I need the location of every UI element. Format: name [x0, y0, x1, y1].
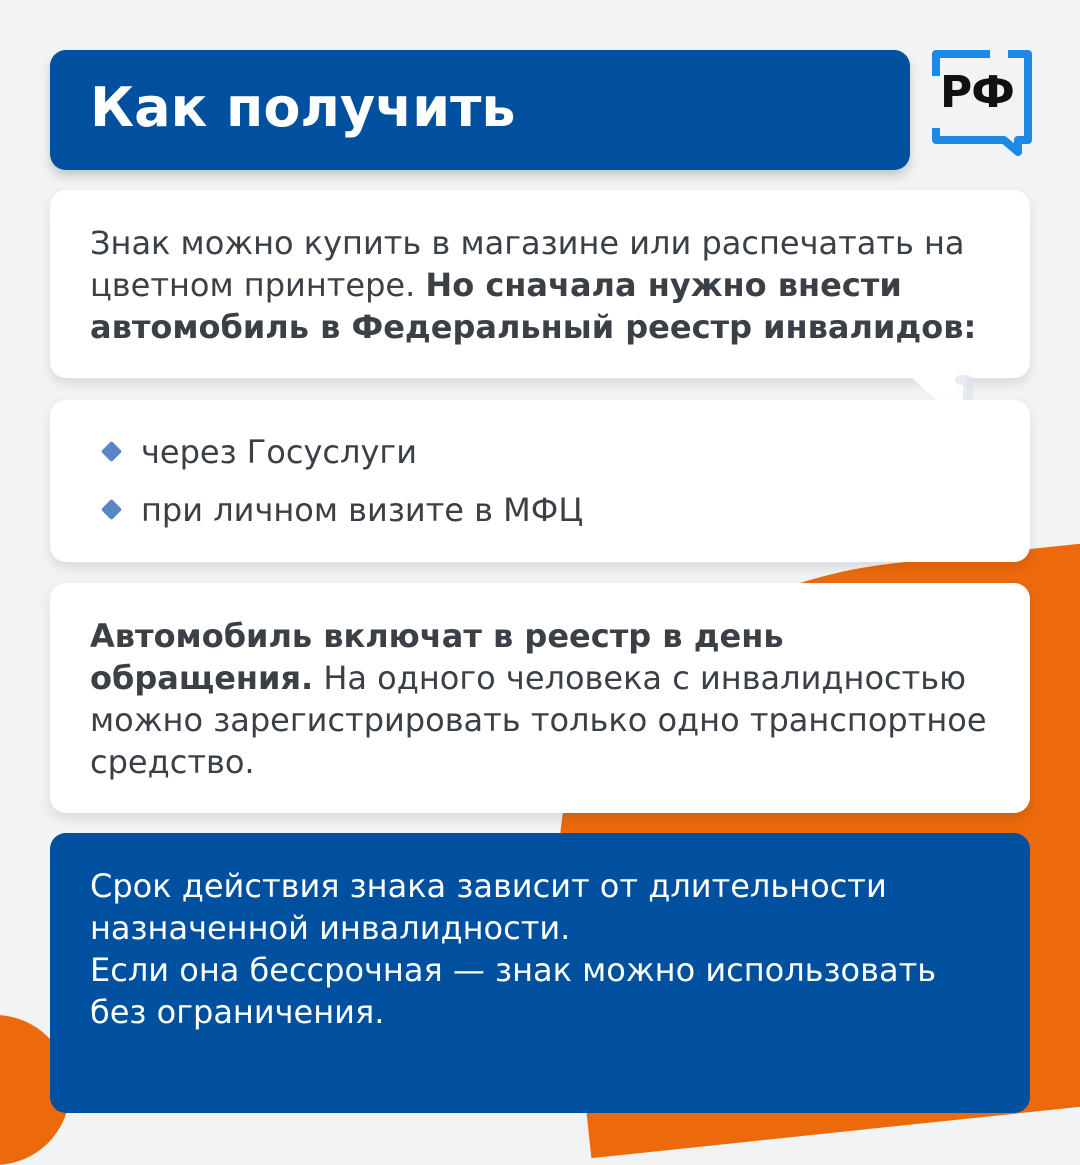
validity-line-2: Если она бессрочная — знак можно использовать без ограничения. [90, 951, 937, 1031]
registry-plain-text: На одного человека с инвалидностью можно зарегистрировать только одно транспортное средство. [90, 659, 987, 781]
diamond-bullet-icon [101, 499, 122, 520]
option-mfc: при личном визите в МФЦ [141, 491, 584, 529]
options-card [50, 400, 1030, 562]
list-item [104, 490, 583, 530]
registry-text [90, 615, 1000, 783]
page-title: Как получить [90, 76, 516, 139]
intro-text [90, 222, 990, 348]
intro-bold-text: Но сначала нужно внести автомобиль в Федеральный реестр инвалидов: [90, 266, 977, 346]
validity-line-1: Срок действия знака зависит от длительности назначенной инвалидности. [90, 867, 887, 947]
validity-text [90, 865, 1000, 1033]
registry-card [50, 583, 1030, 813]
list-item [104, 432, 417, 472]
title-banner [50, 50, 910, 170]
registry-bold-text: Автомобиль включат в реестр в день обращения. [90, 617, 784, 697]
intro-plain-text: Знак можно купить в магазине или распечатать на цветном принтере. [90, 224, 965, 304]
diamond-bullet-icon [101, 441, 122, 462]
validity-card [50, 833, 1030, 1113]
intro-card [50, 190, 1030, 378]
logo-text: РФ [940, 67, 1014, 118]
option-gosuslugi: через Госуслуги [141, 433, 417, 471]
